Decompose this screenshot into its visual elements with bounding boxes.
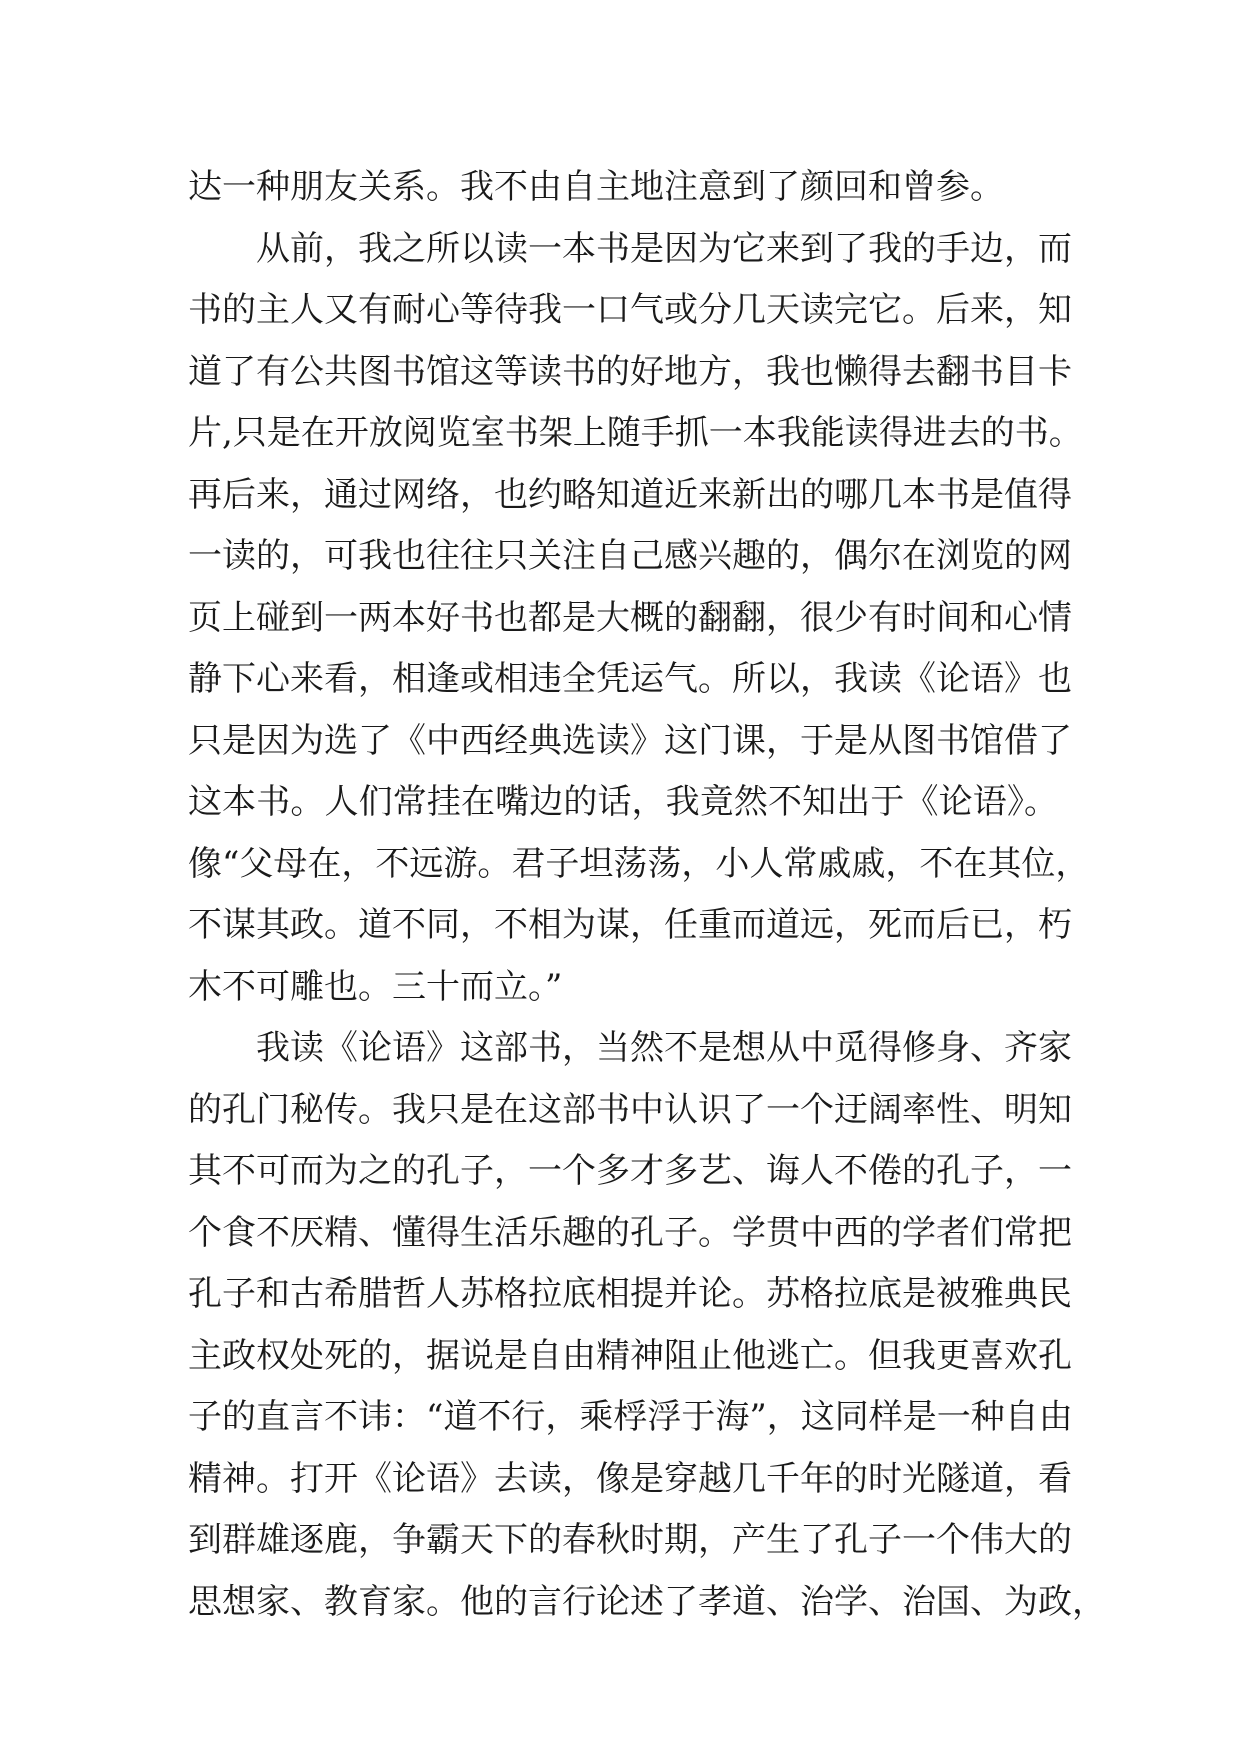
text-line: 书的主人又有耐心等待我一口气或分几天读完它。后来，知 — [188, 290, 1072, 330]
body-text — [188, 157, 1106, 1633]
text-line: 一读的，可我也往往只关注自己感兴趣的，偶尔在浏览的网 — [188, 536, 1072, 576]
text-line: 个食不厌精、懂得生活乐趣的孔子。学贯中西的学者们常把 — [188, 1212, 1072, 1253]
text-line: 像“父母在，不远游。君子坦荡荡，小人常戚戚，不在其位， — [188, 843, 1090, 884]
text-line: 孔子和古希腊哲人苏格拉底相提并论。苏格拉底是被雅典民 — [188, 1274, 1072, 1314]
text-line: 道了有公共图书馆这等读书的好地方，我也懒得去翻书目卡 — [188, 351, 1072, 392]
text-line: 思想家、教育家。他的言行论述了孝道、治学、治国、为政， — [188, 1581, 1106, 1622]
paragraph-3 — [188, 1018, 1106, 1633]
text-line: 我读《论语》这部书，当然不是想从中觅得修身、齐家 — [256, 1028, 1072, 1068]
text-line: 精神。打开《论语》去读，像是穿越几千年的时光隧道，看 — [188, 1458, 1072, 1499]
text-line: 到群雄逐鹿，争霸天下的春秋时期，产生了孔子一个伟大的 — [188, 1520, 1072, 1560]
text-line: 主政权处死的，据说是自由精神阻止他逃亡。但我更喜欢孔 — [188, 1335, 1072, 1376]
text-line: 静下心来看，相逢或相违全凭运气。所以，我读《论语》也 — [188, 659, 1072, 699]
text-line: 这本书。人们常挂在嘴边的话，我竟然不知出于《论语》。 — [188, 782, 1058, 822]
text-line: 其不可而为之的孔子，一个多才多艺、诲人不倦的孔子，一 — [188, 1151, 1072, 1191]
text-line: 的孔门秘传。我只是在这部书中认识了一个迂阔率性、明知 — [188, 1089, 1072, 1130]
text-line: 达一种朋友关系。我不由自主地注意到了颜回和曾参。 — [188, 167, 1004, 207]
text-line: 页上碰到一两本好书也都是大概的翻翻，很少有时间和心情 — [188, 597, 1072, 638]
text-line: 子的直言不讳：“道不行，乘桴浮于海”，这同样是一种自由 — [188, 1397, 1073, 1437]
text-line: 木不可雕也。三十而立。” — [188, 966, 563, 1007]
text-line: 只是因为选了《中西经典选读》这门课，于是从图书馆借了 — [188, 720, 1072, 761]
paragraph-1 — [188, 157, 1058, 219]
text-line: 不谋其政。道不同，不相为谋，任重而道远，死而后已，朽 — [188, 905, 1072, 945]
text-line: 从前，我之所以读一本书是因为它来到了我的手边，而 — [256, 228, 1072, 269]
text-line: 片,只是在开放阅览室书架上随手抓一本我能读得进去的书。 — [188, 413, 1083, 453]
text-line: 再后来，通过网络，也约略知道近来新出的哪几本书是值得 — [188, 474, 1072, 515]
paragraph-2 — [188, 219, 1090, 1019]
